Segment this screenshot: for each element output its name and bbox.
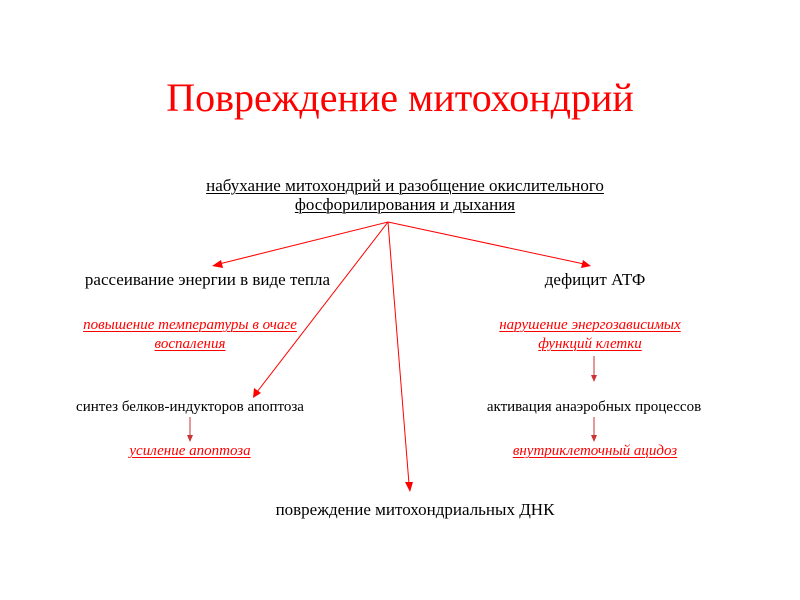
arrow-head-acidosis bbox=[591, 435, 597, 442]
arrow-head-apoptosis-result bbox=[187, 435, 193, 442]
root-node bbox=[100, 176, 710, 214]
energy-disorder-line-2: функций клетки bbox=[538, 336, 642, 352]
temperature-rise-line-2: воспаления bbox=[154, 336, 226, 352]
arrow-root-to-mtdna bbox=[388, 222, 409, 484]
temperature-rise-node bbox=[20, 316, 360, 354]
heat-dissipation-node: рассеивание энергии в виде тепла bbox=[84, 270, 331, 289]
mtdna-damage-node: повреждение митохондриальных ДНК bbox=[275, 500, 555, 519]
arrow-head-anaerobic bbox=[591, 375, 597, 382]
root-line-2: фосфорилирования и дыхания bbox=[294, 195, 516, 214]
intracellular-acidosis-node: внутриклеточный ацидоз bbox=[512, 443, 678, 459]
atp-deficit-node: дефицит АТФ bbox=[544, 270, 646, 289]
arrow-head-heat bbox=[212, 260, 223, 268]
energy-disorder-line-1: нарушение энергозависимых bbox=[499, 317, 681, 333]
slide-title: Повреждение митохондрий bbox=[166, 75, 634, 120]
apoptosis-inducer-synthesis-node: синтез белков-индукторов апоптоза bbox=[76, 399, 304, 415]
arrow-root-to-heat bbox=[219, 222, 388, 264]
arrow-root-to-apoptosis bbox=[257, 222, 388, 392]
apoptosis-increase-node: усиление апоптоза bbox=[129, 443, 251, 459]
arrow-root-to-atp bbox=[388, 222, 584, 264]
arrow-head-atp bbox=[581, 260, 591, 268]
anaerobic-activation-node: активация анаэробных процессов bbox=[486, 399, 702, 415]
root-line-1: набухание митохондрий и разобщение окислительного bbox=[206, 176, 604, 195]
energy-dependent-disorder-node bbox=[440, 316, 740, 354]
arrow-head-mtdna bbox=[405, 482, 413, 492]
temperature-rise-line-1: повышение температуры в очаге bbox=[83, 317, 297, 333]
